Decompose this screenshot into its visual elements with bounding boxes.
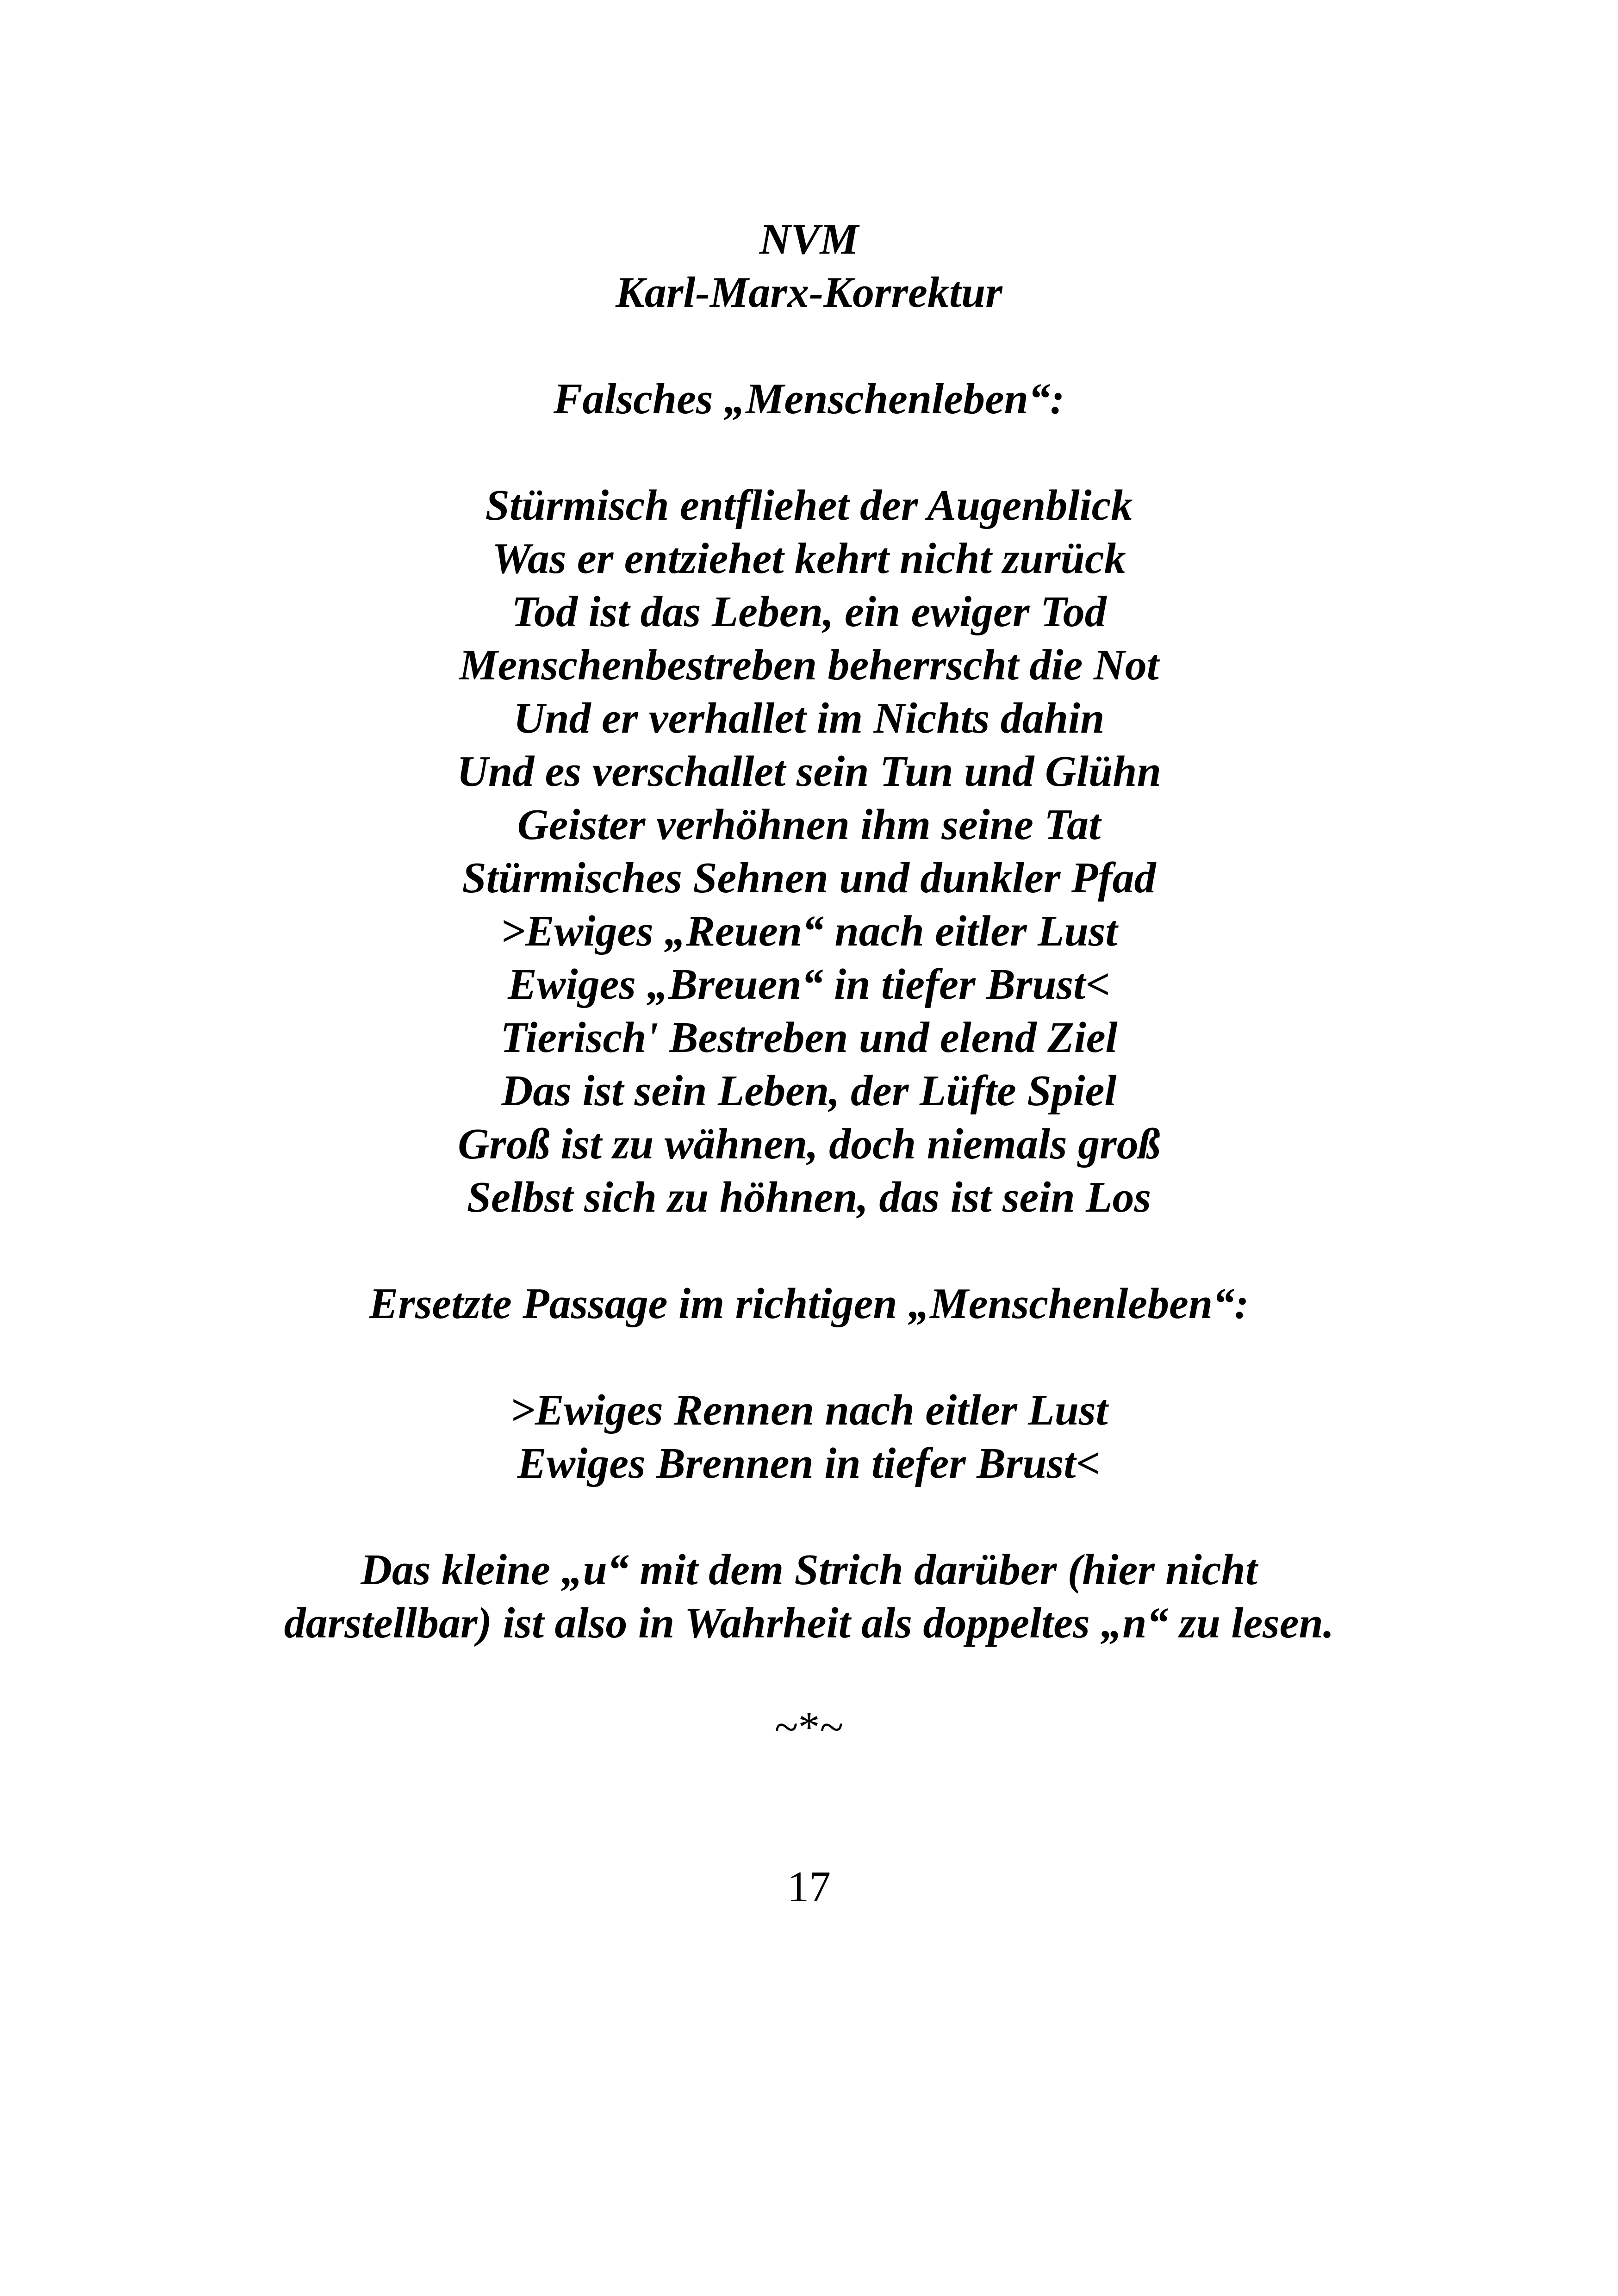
false-section-heading: Falsches „Menschenleben“: [553, 375, 1065, 423]
false-section-heading-block [0, 373, 1618, 426]
note-line: darstellbar) ist also in Wahrheit als doppeltes „n“ zu lesen. [284, 1599, 1334, 1647]
explanatory-note [0, 1543, 1618, 1650]
document-title: NVM [759, 215, 859, 263]
replaced-line: Ewiges Brennen in tiefer Brust< [517, 1439, 1101, 1487]
replaced-section-heading-block [0, 1277, 1618, 1331]
poem-line: Geister verhöhnen ihm seine Tat [517, 801, 1101, 849]
document-subtitle: Karl-Marx-Korrektur [616, 268, 1002, 317]
poem-line: Stürmisches Sehnen und dunkler Pfad [462, 854, 1156, 902]
section-separator: ~*~ [774, 1703, 844, 1751]
poem-line: >Ewiges „Reuen“ nach eitler Lust [500, 907, 1118, 955]
poem-line: Groß ist zu wähnen, doch niemals groß [458, 1120, 1160, 1168]
replaced-passage [0, 1384, 1618, 1490]
poem-line: Menschenbestreben beherrscht die Not [459, 641, 1159, 689]
poem-line: Ewiges „Breuen“ in tiefer Brust< [508, 960, 1110, 1008]
poem-line: Das ist sein Leben, der Lüfte Spiel [501, 1067, 1117, 1115]
note-line: Das kleine „u“ mit dem Strich darüber (hier nicht [361, 1546, 1257, 1594]
false-poem [0, 479, 1618, 1224]
poem-line: Tierisch' Bestreben und elend Ziel [500, 1014, 1118, 1062]
replaced-section-heading: Ersetzte Passage im richtigen „Menschenleben“: [369, 1280, 1249, 1328]
header [0, 213, 1618, 319]
poem-line: Und es verschallet sein Tun und Glühn [457, 747, 1161, 796]
poem-line: Selbst sich zu höhnen, das ist sein Los [467, 1173, 1151, 1221]
poem-line: Tod ist das Leben, ein ewiger Tod [511, 588, 1107, 636]
replaced-line: >Ewiges Rennen nach eitler Lust [510, 1386, 1108, 1434]
page-number: 17 [787, 1863, 831, 1911]
poem-line: Und er verhallet im Nichts dahin [513, 694, 1105, 742]
poem-line: Was er entziehet kehrt nicht zurück [492, 535, 1126, 583]
poem-line: Stürmisch entfliehet der Augenblick [485, 481, 1133, 529]
